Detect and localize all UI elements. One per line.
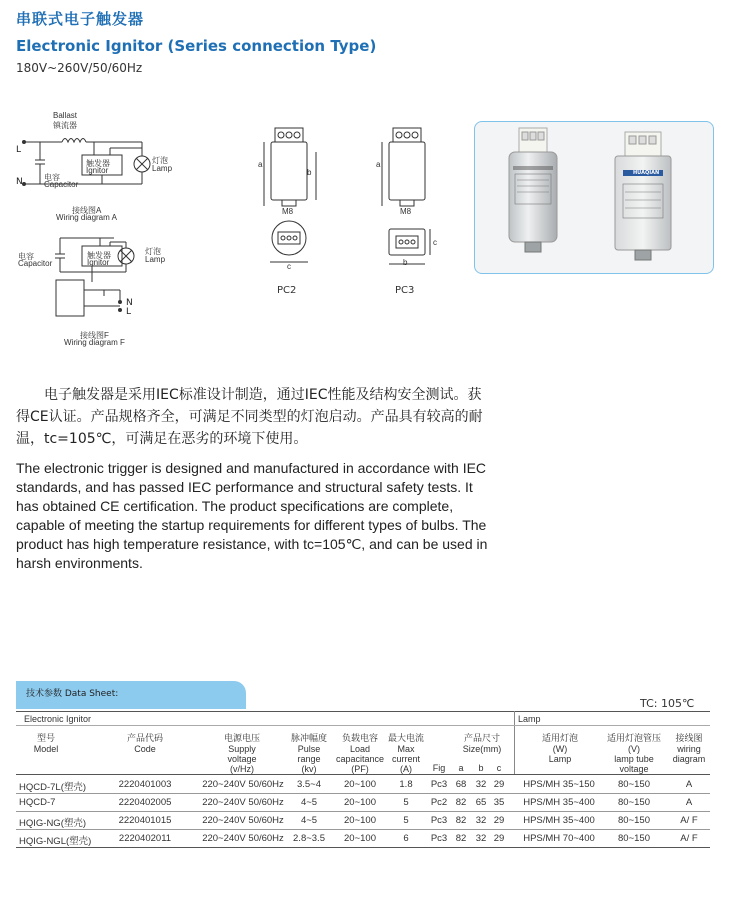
hdr-tube-cn: 适用灯泡管压	[606, 733, 661, 743]
hdr-voltage	[212, 731, 272, 774]
row-4-voltage: 220~240V 50/60Hz	[202, 833, 284, 844]
row-3-tube: 80~150	[618, 815, 650, 826]
hdr-pulse-en1: Pulse	[297, 744, 321, 754]
row-3-a: 82	[455, 815, 467, 826]
row-3-c: 29	[493, 815, 505, 826]
ignitor-label-cn-f: 触发器	[87, 251, 111, 260]
hdr-current-en2: current	[391, 754, 420, 764]
hdr-size-cn: 产品尺寸	[463, 733, 500, 743]
lamp-label-cn-a: 灯泡	[152, 156, 168, 165]
hdr-lamp-en1: (W)	[552, 744, 568, 754]
lamp-label-en-a: Lamp	[152, 164, 173, 173]
hdr-voltage-en1: Supply	[228, 744, 256, 754]
row-2-voltage: 220~240V 50/60Hz	[202, 797, 284, 808]
hdr-lamp	[530, 731, 590, 764]
row-3-model: HQIG-NG(塑壳)	[19, 818, 87, 829]
hdr-load	[334, 731, 386, 774]
row-rule	[16, 811, 710, 812]
hdr-code-en: Code	[134, 744, 156, 754]
m8-label-pc2: M8	[282, 207, 294, 216]
group-divider	[514, 711, 515, 774]
hdr-current-en3: (A)	[400, 764, 412, 774]
row-4-current: 6	[403, 833, 409, 844]
row-2-fig: Pc2	[430, 797, 448, 808]
capacitor-label-cn-a: 电容	[44, 173, 60, 182]
hdr-pulse-cn: 脉冲幅度	[290, 733, 327, 743]
hdr-a: a	[458, 763, 464, 773]
row-rule	[16, 793, 710, 794]
hdr-size	[452, 731, 512, 754]
hdr-load-en3: (PF)	[351, 764, 369, 774]
row-4-wiring: A/ F	[680, 833, 698, 844]
row-4-b: 32	[475, 833, 487, 844]
hdr-lamp-cn: 适用灯泡	[541, 733, 578, 743]
wiring-f-caption-cn: 接线图F	[80, 331, 109, 340]
ballast-label-cn: 镇流器	[53, 121, 77, 130]
dim-c-pc3: c	[433, 238, 437, 247]
row-2-wiring: A	[685, 797, 693, 808]
row-1-c: 29	[493, 779, 505, 790]
header-bottom-rule	[16, 774, 710, 775]
row-3-pulse: 4~5	[300, 815, 318, 826]
row-1-wiring: A	[685, 779, 693, 790]
hdr-wiring-cn: 接线图	[675, 733, 703, 743]
hdr-current-en1: Max	[397, 744, 415, 754]
row-4-model: HQIG-NGL(塑壳)	[19, 836, 92, 847]
lamp-label-cn-f: 灯泡	[145, 247, 161, 256]
group-electronic-ignitor: Electronic Ignitor	[24, 714, 92, 724]
row-1-load: 20~100	[344, 779, 376, 790]
hdr-pulse-en2: range	[297, 754, 321, 764]
dim-a-pc2: a	[258, 160, 263, 169]
row-4-c: 29	[493, 833, 505, 844]
row-4-tube: 80~150	[618, 833, 650, 844]
row-3-fig: Pc3	[430, 815, 448, 826]
hdr-fig: Fig	[432, 763, 446, 773]
row-3-wiring: A/ F	[680, 815, 698, 826]
wiring-a-caption-cn: 接线图A	[72, 206, 102, 215]
row-2-b: 65	[475, 797, 487, 808]
row-1-a: 68	[455, 779, 467, 790]
row-1-code: 2220401003	[118, 779, 172, 790]
hdr-b: b	[478, 763, 484, 773]
row-4-fig: Pc3	[430, 833, 448, 844]
hdr-tube-en2: lamp tube	[614, 754, 654, 764]
ballast-label-en: Ballast	[53, 111, 78, 120]
hdr-tube-en3: voltage	[619, 764, 649, 774]
row-1-lamp: HPS/MH 35~150	[523, 779, 595, 790]
hdr-wiring-en2: diagram	[672, 754, 706, 764]
row-1-fig: Pc3	[430, 779, 448, 790]
ignitor-label-en-f: Ignitor	[87, 258, 110, 267]
row-3-voltage: 220~240V 50/60Hz	[202, 815, 284, 826]
description-en: The electronic trigger is designed and manufactured in accordance with IEC standards, and has passed IEC performance and structural safety tests. It has obtained CE certification. The product specifications are complete, capable of meeting the startup requirements for different types of bulbs. The product has high temperature resistance, with tc=105℃, and can be used in harsh environments.	[16, 460, 488, 571]
terminal-l-f: L	[126, 307, 132, 317]
table-top-rule	[16, 711, 710, 712]
ignitor-label-cn-a: 触发器	[86, 159, 110, 168]
row-2-tube: 80~150	[618, 797, 650, 808]
hdr-current-cn: 最大电流	[387, 733, 424, 743]
datasheet-tab: 技术参数 Data Sheet:	[16, 681, 246, 709]
terminal-l-a: L	[16, 145, 22, 155]
row-rule	[16, 847, 710, 848]
row-2-lamp: HPS/MH 35~400	[523, 797, 595, 808]
group-lamp: Lamp	[518, 714, 541, 724]
hdr-tube	[602, 731, 666, 774]
row-3-b: 32	[475, 815, 487, 826]
row-rule	[16, 829, 710, 830]
hdr-size-en: Size(mm)	[462, 744, 502, 754]
row-3-lamp: HPS/MH 35~400	[523, 815, 595, 826]
row-4-code: 2220402011	[118, 833, 172, 844]
row-1-model: HQCD-7L(塑壳)	[19, 782, 87, 793]
hdr-c: c	[496, 763, 502, 773]
hdr-lamp-en2: Lamp	[548, 754, 572, 764]
row-2-load: 20~100	[344, 797, 376, 808]
pc3-label: PC3	[395, 285, 415, 296]
photo-brand-label: HUAQIAN	[633, 170, 660, 176]
hdr-load-en1: Load	[349, 744, 371, 754]
hdr-model-en: Model	[33, 744, 59, 754]
row-3-code: 2220401015	[118, 815, 172, 826]
row-2-model: HQCD-7	[19, 797, 56, 808]
row-1-pulse: 3.5~4	[296, 779, 322, 790]
capacitor-label-en-f: Capacitor	[18, 259, 53, 268]
product-photo	[474, 121, 714, 274]
hdr-current	[386, 731, 426, 774]
row-4-lamp: HPS/MH 70~400	[523, 833, 595, 844]
dim-b-pc2: b	[307, 168, 312, 177]
hdr-model-cn: 型号	[36, 733, 55, 743]
hdr-pulse-en3: (kv)	[301, 764, 317, 774]
hdr-tube-en1: (V)	[628, 744, 640, 754]
row-4-a: 82	[455, 833, 467, 844]
hdr-voltage-cn: 电源电压	[223, 733, 260, 743]
hdr-model	[16, 731, 76, 754]
hdr-voltage-en2: voltage	[227, 754, 257, 764]
row-2-code: 2220402005	[118, 797, 172, 808]
hdr-wiring-en1: wiring	[677, 744, 701, 754]
row-2-pulse: 4~5	[300, 797, 318, 808]
pc2-label: PC2	[277, 285, 297, 296]
datasheet-table	[16, 711, 710, 851]
row-1-tube: 80~150	[618, 779, 650, 790]
description-cn: 电子触发器是采用IEC标准设计制造，通过IEC性能及结构安全测试。获得CE认证。产品规格齐全，可满足不同类型的灯泡启动。产品具有较高的耐温，tc=105℃，可满足在恶劣的环境下使用。	[16, 387, 483, 447]
row-3-current: 5	[403, 815, 409, 826]
pc2-drawing	[256, 122, 326, 282]
dim-a-pc3: a	[376, 160, 381, 169]
page-title-en: Electronic Ignitor (Series connection Type)	[16, 37, 377, 55]
hdr-load-en2: capacitance	[335, 754, 385, 764]
ignitor-label-en-a: Ignitor	[86, 166, 109, 175]
hdr-load-cn: 负载电容	[341, 733, 378, 743]
row-1-b: 32	[475, 779, 487, 790]
capacitor-label-cn-f: 电容	[18, 252, 34, 261]
terminal-n-a: N	[16, 177, 23, 187]
row-1-voltage: 220~240V 50/60Hz	[202, 779, 284, 790]
voltage-subtitle: 180V~260V/50/60Hz	[16, 61, 143, 75]
dim-c-pc2: c	[287, 262, 291, 271]
row-2-current: 5	[403, 797, 409, 808]
page-title-cn: 串联式电子触发器	[16, 10, 145, 28]
hdr-code	[110, 731, 180, 754]
row-3-load: 20~100	[344, 815, 376, 826]
group-rule	[16, 725, 710, 726]
hdr-voltage-en3: (v/Hz)	[230, 764, 254, 774]
row-4-load: 20~100	[344, 833, 376, 844]
wiring-a-caption-en: Wiring diagram A	[56, 213, 117, 222]
capacitor-label-en-a: Capacitor	[44, 180, 79, 189]
row-2-a: 82	[455, 797, 467, 808]
row-2-c: 35	[493, 797, 505, 808]
hdr-code-cn: 产品代码	[126, 733, 163, 743]
row-4-pulse: 2.8~3.5	[293, 833, 325, 844]
wiring-f-caption-en: Wiring diagram F	[64, 338, 125, 347]
hdr-pulse	[286, 731, 332, 774]
terminal-n-f: N	[126, 298, 133, 308]
m8-label-pc3: M8	[400, 207, 412, 216]
tc-rating: TC: 105℃	[640, 697, 695, 710]
hdr-wiring	[668, 731, 710, 764]
lamp-label-en-f: Lamp	[145, 255, 166, 264]
row-1-current: 1.8	[399, 779, 413, 790]
dim-b-pc3: b	[403, 258, 408, 267]
